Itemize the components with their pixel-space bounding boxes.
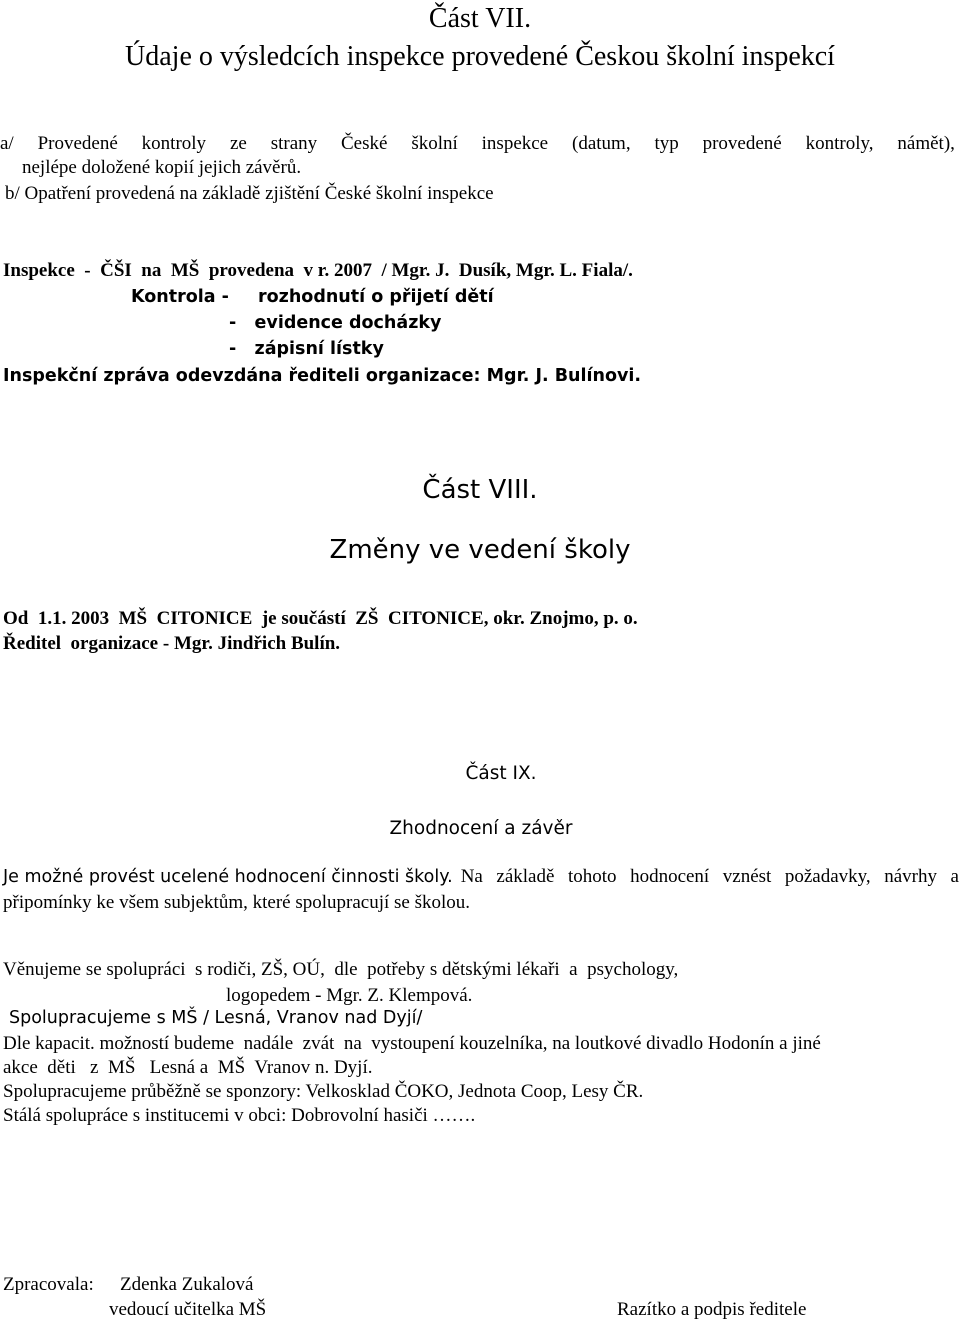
word: strany [270, 133, 318, 154]
prepared-role: vedoucí učitelka MŠ [109, 1299, 267, 1320]
word: České [341, 133, 388, 154]
word: ze [229, 133, 247, 154]
section8-line2: Ředitel organizace - Mgr. Jindřich Bulín. [3, 633, 341, 654]
prepared-name: Zdenka Zukalová [120, 1274, 254, 1295]
word: kontroly [141, 133, 207, 154]
p4: Spolupracujeme průběžně se sponzory: Velkosklad ČOKO, Jednota Coop, Lesy ČR. [3, 1081, 644, 1102]
section9-heading-number: Část IX. [465, 763, 537, 784]
inspection-line: Inspekce - ČŠI na MŠ provedena v r. 2007 / Mgr. J. Dusík, Mgr. L. Fiala/. [3, 260, 633, 281]
word: kontroly, [805, 133, 874, 154]
p1-line2: připomínky ke všem subjektům, které spolupracují se školou. [3, 892, 471, 913]
item-a-line2: nejlépe doložené kopií jejich závěrů. [22, 157, 302, 178]
word: tohoto [567, 866, 617, 887]
p1-line1-start: Je možné provést ucelené hodnocení činnosti školy. [3, 867, 453, 887]
word: Na [460, 866, 483, 887]
stamp-label: Razítko a podpis ředitele [617, 1299, 807, 1320]
section8-heading-number: Část VIII. [422, 475, 538, 505]
word: provedené [702, 133, 782, 154]
control-item-3: - zápisní lístky [229, 339, 384, 359]
word: vznést [722, 866, 772, 887]
word: školní [411, 133, 458, 154]
section7-heading-number: Část VII. [428, 3, 532, 34]
control-item-1: rozhodnutí o přijetí dětí [258, 287, 494, 307]
control-item-2: - evidence docházky [229, 313, 442, 333]
word: a/ [0, 133, 14, 154]
p1-line1 [3, 867, 959, 887]
section8-line1: Od 1.1. 2003 MŠ CITONICE je součástí ZŠ CITONICE, okr. Znojmo, p. o. [3, 608, 638, 629]
p2-line2: logopedem - Mgr. Z. Klempová. [226, 985, 473, 1006]
word: základě [496, 866, 555, 887]
p3-line2: Dle kapacit. možností budeme nadále zvát na vystoupení kouzelníka, na loutkové divadlo Hodonín a jiné [3, 1033, 821, 1054]
section7-heading-title: Údaje o výsledcích inspekce provedené Českou školní inspekcí [125, 41, 835, 72]
word: Provedené [37, 133, 118, 154]
item-b: b/ Opatření provedená na základě zjištění České školní inspekce [5, 183, 494, 204]
word: hodnocení [630, 866, 710, 887]
word: a [950, 866, 959, 887]
word: inspekce [481, 133, 549, 154]
p1-line1-end [461, 867, 959, 886]
word: (datum, [572, 133, 631, 154]
p3-line3: akce děti z MŠ Lesná a MŠ Vranov n. Dyjí. [3, 1057, 373, 1078]
section9-heading-title: Zhodnocení a závěr [389, 818, 573, 839]
control-label: Kontrola - [131, 287, 229, 307]
p5: Stálá spolupráce s institucemi v obci: Dobrovolní hasiči ……. [3, 1105, 476, 1126]
p3-line1: Spolupracujeme s MŠ / Lesná, Vranov nad Dyjí/ [9, 1008, 423, 1028]
prepared-label: Zpracovala: [3, 1274, 94, 1295]
p2-line1: Věnujeme se spolupráci s rodiči, ZŠ, OÚ, dle potřeby s dětskými lékaři a psychology, [3, 959, 679, 980]
section8-heading-title: Změny ve vedení školy [329, 535, 631, 565]
word: námět), [897, 133, 955, 154]
item-a-line1 [0, 134, 955, 153]
word: požadavky, [784, 866, 871, 887]
word: typ [654, 133, 679, 154]
word: návrhy [884, 866, 937, 887]
report-line: Inspekční zpráva odevzdána řediteli organizace: Mgr. J. Bulínovi. [3, 366, 642, 386]
